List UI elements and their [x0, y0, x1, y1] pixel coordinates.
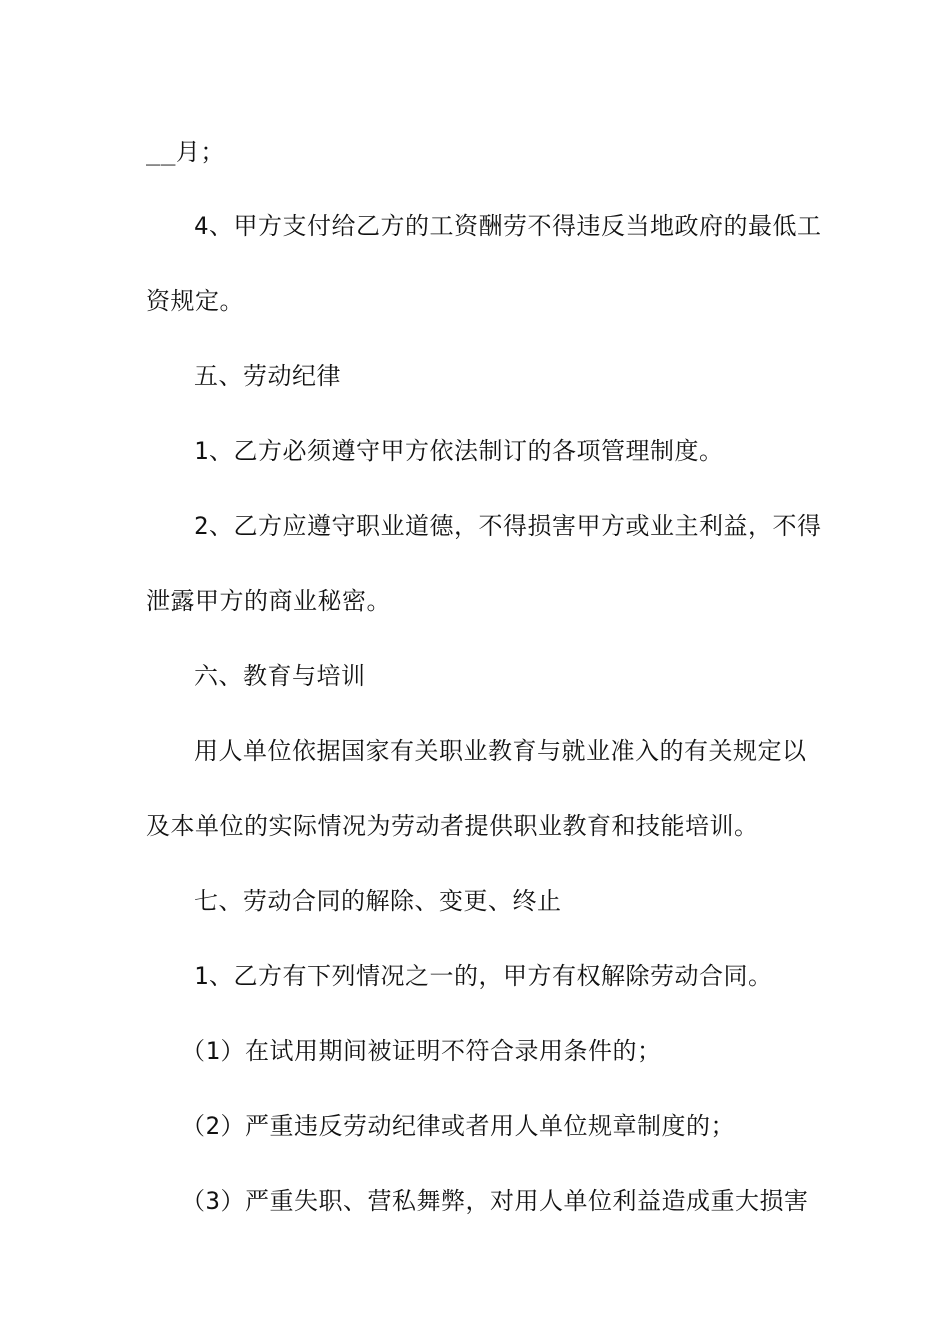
text-line-termination-1: 1、乙方有下列情况之一的，甲方有权解除劳动合同。 — [194, 962, 773, 990]
text-line-month: __月； — [146, 138, 225, 166]
text-line-discipline-1: 1、乙方必须遵守甲方依法制订的各项管理制度。 — [194, 437, 724, 465]
text-line-discipline-2-cont: 泄露甲方的商业秘密。 — [146, 587, 391, 615]
list-item-termination-1: （1）在试用期间被证明不符合录用条件的； — [181, 1037, 662, 1065]
text-line-wage-clause-4-cont: 资规定。 — [146, 287, 244, 315]
list-item-termination-3: （3）严重失职、营私舞弊，对用人单位利益造成重大损害 — [181, 1187, 809, 1215]
text-line-wage-clause-4: 4、甲方支付给乙方的工资酬劳不得违反当地政府的最低工 — [194, 212, 822, 240]
section-heading-labor-discipline: 五、劳动纪律 — [194, 362, 341, 390]
text-line-training-cont: 及本单位的实际情况为劳动者提供职业教育和技能培训。 — [146, 812, 759, 840]
text-line-discipline-2: 2、乙方应遵守职业道德，不得损害甲方或业主利益，不得 — [194, 512, 822, 540]
section-heading-education-training: 六、教育与培训 — [194, 662, 366, 690]
list-item-termination-2: （2）严重违反劳动纪律或者用人单位规章制度的； — [181, 1112, 735, 1140]
text-line-training: 用人单位依据国家有关职业教育与就业准入的有关规定以 — [194, 737, 807, 765]
section-heading-contract-termination: 七、劳动合同的解除、变更、终止 — [194, 887, 562, 915]
